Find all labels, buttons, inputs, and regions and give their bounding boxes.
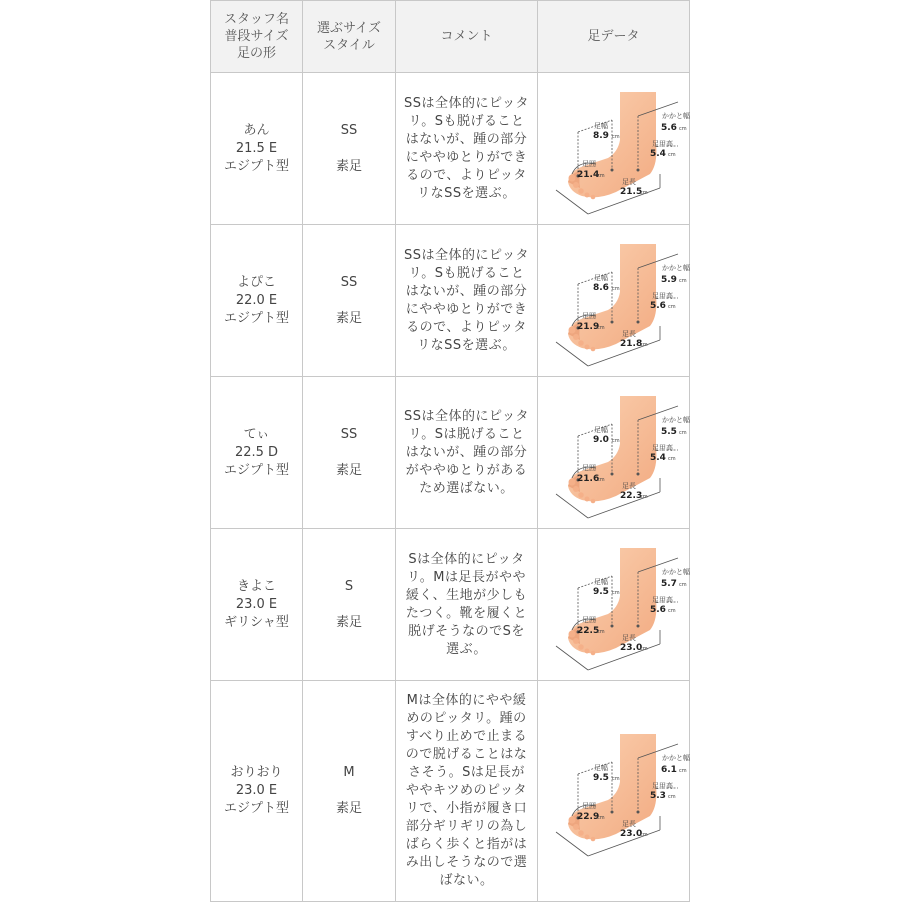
- label-length: 足長: [622, 177, 636, 186]
- value-width: 9.0: [593, 434, 609, 445]
- unit-length: cm: [640, 189, 648, 196]
- foot-data-cell: [538, 225, 690, 377]
- staff-cell: [211, 377, 303, 529]
- foot-data-cell: [538, 681, 690, 902]
- header-size: [303, 1, 396, 73]
- unit-length: cm: [640, 341, 648, 348]
- value-heel-width: 5.9: [661, 274, 677, 285]
- unit-instep-height: cm: [668, 794, 676, 800]
- chosen-size: SS: [340, 274, 358, 290]
- header-usual-size: 普段サイズ: [224, 29, 289, 44]
- comment-line: リ。Sも脱げること: [408, 265, 525, 281]
- staff-cell: [211, 225, 303, 377]
- value-width: 8.9: [593, 130, 609, 141]
- comment-line: 緩く、生地が少しも: [405, 587, 528, 603]
- comment-line: たつく。靴を履くと: [405, 605, 528, 621]
- comment-line: ため選ばない。: [419, 480, 514, 496]
- comment-line: リなSSを選ぶ。: [417, 337, 516, 353]
- foot-data-cell: [538, 529, 690, 681]
- value-width: 8.6: [593, 282, 609, 293]
- staff-name: きよこ: [236, 578, 276, 594]
- foot-shape: エジプト型: [223, 801, 289, 816]
- comment-line: はないが、踵の部分: [405, 283, 528, 299]
- value-girth: 22.9: [577, 812, 600, 822]
- comment-line: にややゆとりができ: [405, 301, 528, 317]
- comment-line: SSは全体的にピッタ: [404, 408, 529, 424]
- unit-width: cm: [612, 437, 620, 444]
- value-girth: 22.5: [577, 625, 600, 636]
- usual-size: 23.0 E: [235, 783, 278, 798]
- unit-heel-width: cm: [679, 581, 687, 588]
- unit-girth: cm: [597, 324, 605, 331]
- header-staff-name: スタッフ名: [223, 12, 289, 27]
- comment-line: ので脱げることはな: [405, 747, 528, 762]
- table-row: [211, 529, 690, 681]
- comment-cell: [396, 225, 538, 377]
- header-foot-shape: 足の形: [236, 46, 276, 61]
- unit-instep-height: cm: [668, 303, 676, 310]
- foot-diagram: [538, 74, 690, 224]
- foot-shape: エジプト型: [223, 462, 289, 478]
- comment-line: リ。Sも脱げること: [408, 113, 525, 129]
- label-heel-width: かかと幅: [662, 415, 690, 424]
- value-length: 21.5: [620, 186, 643, 197]
- staff-name: よぴこ: [236, 274, 276, 290]
- value-girth: 21.9: [577, 321, 600, 332]
- label-width: 足幅: [594, 425, 608, 434]
- value-heel-width: 6.1: [661, 765, 677, 775]
- foot-data-cell: [538, 73, 690, 225]
- style: 素足: [335, 614, 362, 630]
- staff-cell: [211, 529, 303, 681]
- size-cell: [303, 529, 396, 681]
- foot-diagram: [538, 716, 690, 866]
- comment-line: リで、小指が履き口: [405, 801, 528, 816]
- comment-line: すべり止めで止まる: [405, 729, 528, 744]
- value-girth: 21.6: [577, 473, 600, 484]
- unit-heel-width: cm: [679, 277, 687, 284]
- label-instep-height: 足甲高: [652, 139, 673, 148]
- foot-diagram: [538, 226, 690, 376]
- unit-width: cm: [612, 133, 620, 140]
- comment-line: 部分ギリギリの為し: [405, 819, 528, 834]
- value-length: 21.8: [620, 338, 643, 349]
- value-instep-height: 5.6: [650, 300, 666, 311]
- table-row: [211, 377, 690, 529]
- label-length: 足長: [622, 820, 636, 828]
- comment-line: ばらく歩くと指がは: [405, 837, 528, 852]
- unit-girth: cm: [597, 476, 605, 483]
- label-heel-width: かかと幅: [662, 567, 690, 576]
- unit-heel-width: cm: [679, 429, 687, 436]
- label-instep-height: 足甲高: [652, 782, 673, 790]
- comment-line: リなSSを選ぶ。: [417, 185, 516, 201]
- comment-line: リ。Mは足長がやや: [406, 569, 527, 585]
- comment-line: はないが、踵の部分: [405, 444, 528, 460]
- label-heel-width: かかと幅: [662, 754, 690, 762]
- unit-heel-width: cm: [679, 125, 687, 132]
- usual-size: 23.0 E: [235, 596, 278, 612]
- staff-cell: [211, 73, 303, 225]
- comment-line: Mは全体的にやや緩: [406, 693, 527, 708]
- usual-size: 21.5 E: [235, 140, 278, 156]
- label-girth: 足囲: [582, 159, 596, 168]
- table-row: [211, 73, 690, 225]
- size-cell: [303, 681, 396, 902]
- unit-length: cm: [640, 832, 648, 838]
- unit-width: cm: [612, 776, 620, 782]
- label-girth: 足囲: [582, 311, 596, 320]
- label-length: 足長: [622, 481, 636, 490]
- foot-diagram: [538, 378, 690, 528]
- staff-cell: [211, 681, 303, 902]
- header-style: スタイル: [323, 37, 375, 53]
- foot-data-cell: [538, 377, 690, 529]
- table-row: [211, 225, 690, 377]
- header-chosen-size: 選ぶサイズ: [317, 20, 381, 36]
- value-length: 22.3: [620, 490, 643, 501]
- comment-cell: [396, 73, 538, 225]
- header-staff: [211, 1, 303, 73]
- style: 素足: [335, 462, 362, 478]
- staff-name: あん: [243, 122, 270, 138]
- header-comment: コメント: [396, 1, 538, 73]
- unit-heel-width: cm: [679, 768, 687, 774]
- value-instep-height: 5.4: [650, 148, 666, 159]
- unit-width: cm: [612, 589, 620, 596]
- comment-line: めのピッタリ。踵の: [406, 711, 527, 726]
- size-cell: [303, 73, 396, 225]
- comment-line: るので、よりピッタ: [406, 167, 527, 183]
- label-width: 足幅: [594, 764, 608, 772]
- comment-line: SSは全体的にピッタ: [404, 95, 529, 111]
- staff-name: てぃ: [243, 426, 270, 442]
- unit-girth: cm: [597, 172, 605, 179]
- chosen-size: M: [343, 765, 355, 780]
- staff-name: おりおり: [230, 765, 283, 780]
- foot-shape: エジプト型: [223, 310, 289, 326]
- value-length: 23.0: [620, 642, 643, 653]
- size-cell: [303, 377, 396, 529]
- label-instep-height: 足甲高: [652, 443, 673, 452]
- comment-line: SSは全体的にピッタ: [404, 247, 529, 263]
- label-width: 足幅: [594, 273, 608, 282]
- comment-line: さそう。Sは足長が: [408, 765, 525, 780]
- comment-line: はないが、踵の部分: [405, 131, 528, 147]
- header-foot-data: 足データ: [538, 1, 690, 73]
- value-length: 23.0: [620, 829, 643, 839]
- comment-line: ややキツめのピッタ: [406, 783, 527, 798]
- foot-diagram: [538, 530, 690, 680]
- comment-line: るので、よりピッタ: [406, 319, 527, 335]
- comment-line: み出しそうなので選: [405, 855, 528, 870]
- usual-size: 22.5 D: [234, 444, 279, 460]
- size-comparison-table: [210, 0, 690, 902]
- table-row: [211, 681, 690, 902]
- unit-length: cm: [640, 645, 648, 652]
- comment-line: リ。Sは脱げること: [408, 426, 525, 442]
- chosen-size: S: [344, 578, 354, 594]
- foot-shape: ギリシャ型: [224, 614, 289, 630]
- chosen-size: SS: [340, 426, 358, 442]
- comment-line: Sは全体的にピッタ: [408, 551, 525, 567]
- comment-cell: [396, 681, 538, 902]
- unit-length: cm: [640, 493, 648, 500]
- unit-girth: cm: [597, 815, 605, 821]
- usual-size: 22.0 E: [235, 292, 278, 308]
- comment-line: ばない。: [439, 873, 494, 888]
- label-heel-width: かかと幅: [662, 263, 690, 272]
- value-width: 9.5: [593, 586, 609, 597]
- label-length: 足長: [622, 329, 636, 338]
- comment-line: 脱げそうなのでSを: [408, 623, 525, 639]
- value-instep-height: 5.4: [650, 452, 666, 463]
- label-instep-height: 足甲高: [652, 595, 673, 604]
- value-width: 9.5: [593, 773, 609, 783]
- style: 素足: [335, 158, 362, 174]
- foot-shape: エジプト型: [223, 158, 289, 174]
- value-girth: 21.4: [577, 169, 600, 180]
- value-heel-width: 5.6: [661, 122, 677, 133]
- comment-cell: [396, 377, 538, 529]
- label-instep-height: 足甲高: [652, 291, 673, 300]
- value-heel-width: 5.7: [661, 578, 677, 589]
- value-heel-width: 5.5: [661, 426, 677, 437]
- label-girth: 足囲: [582, 802, 596, 810]
- unit-instep-height: cm: [668, 151, 676, 158]
- value-instep-height: 5.3: [650, 791, 666, 801]
- label-girth: 足囲: [582, 615, 596, 624]
- chosen-size: SS: [340, 122, 358, 138]
- comment-line: がややゆとりがある: [405, 462, 528, 478]
- comment-line: にややゆとりができ: [405, 149, 528, 165]
- unit-instep-height: cm: [668, 455, 676, 462]
- unit-girth: cm: [597, 628, 605, 635]
- unit-instep-height: cm: [668, 607, 676, 614]
- comment-line: 選ぶ。: [446, 641, 487, 657]
- size-cell: [303, 225, 396, 377]
- label-length: 足長: [622, 633, 636, 642]
- label-width: 足幅: [594, 121, 608, 130]
- style: 素足: [335, 310, 362, 326]
- unit-width: cm: [612, 285, 620, 292]
- label-width: 足幅: [594, 577, 608, 586]
- label-heel-width: かかと幅: [662, 111, 690, 120]
- label-girth: 足囲: [582, 463, 596, 472]
- value-instep-height: 5.6: [650, 604, 666, 615]
- comment-cell: [396, 529, 538, 681]
- header-row: [211, 1, 690, 73]
- style: 素足: [335, 801, 362, 816]
